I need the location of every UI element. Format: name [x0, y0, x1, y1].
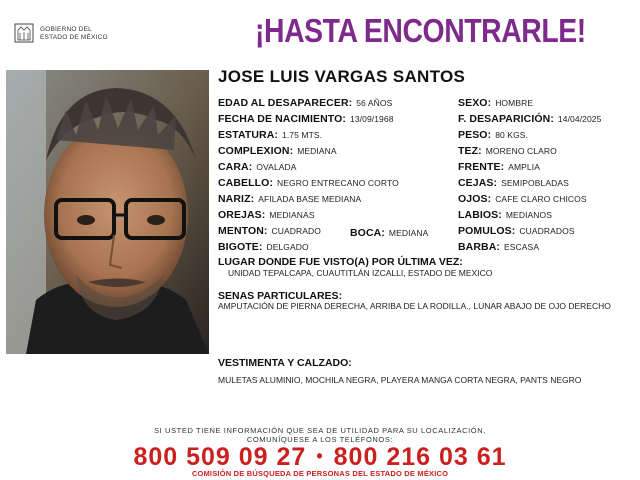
field-complexion [218, 144, 337, 157]
field-label: LABIOS: [458, 209, 502, 221]
clothing-value: MULETAS ALUMINIO, MOCHILA NEGRA, PLAYERA MANGA CORTA NEGRA, PANTS NEGRO [218, 375, 582, 385]
field-label: MENTON: [218, 225, 268, 237]
gov-line-2: ESTADO DE MÉXICO [40, 33, 108, 41]
field-label: CARA: [218, 161, 253, 173]
field-label: BIGOTE: [218, 241, 263, 253]
field-value: ESCASA [504, 242, 540, 252]
gov-line-1: GOBIERNO DEL [40, 26, 92, 33]
field-value: NEGRO ENTRECANO CORTO [277, 178, 399, 188]
contact-note-2: COMUNÍQUESE A LOS TELÉFONOS: [246, 435, 394, 444]
field-label: F. DESAPARICIÓN: [458, 113, 554, 125]
field-peso [458, 128, 528, 141]
phone-2[interactable]: 800 216 03 61 [333, 443, 507, 471]
field-value: SEMIPOBLADAS [501, 178, 569, 188]
commission-footer: COMISIÓN DE BÚSQUEDA DE PERSONAS DEL ESTADO DE MÉXICO [191, 469, 449, 478]
government-logo [12, 20, 122, 48]
contact-note-1: SI USTED TIENE INFORMACIÓN QUE SEA DE UTILIDAD PARA SU LOCALIZACIÓN, [154, 426, 486, 435]
field-label: TEZ: [458, 145, 482, 157]
field-tez [458, 144, 557, 157]
person-name: JOSE LUIS VARGAS SANTOS [218, 67, 466, 86]
field-cejas [458, 176, 569, 189]
field-label: PESO: [458, 129, 492, 141]
field-value: MEDIANOS [505, 210, 553, 220]
field-ojos [458, 192, 587, 205]
marks-label: SENAS PARTICULARES: [218, 290, 343, 302]
phone-separator: • [316, 446, 324, 466]
field-label: BARBA: [458, 241, 501, 253]
field-orejas [218, 208, 315, 221]
last-seen-label: LUGAR DONDE FUE VISTO(A) POR ÚLTIMA VEZ: [218, 256, 463, 268]
field-cara [218, 160, 297, 173]
field-value: DELGADO [266, 242, 309, 252]
field-barba [458, 240, 539, 253]
phone-numbers [0, 443, 640, 472]
field-label: OREJAS: [218, 209, 266, 221]
person-photo [6, 70, 209, 354]
field-label: FRENTE: [458, 161, 505, 173]
field-value: HOMBRE [495, 98, 534, 108]
field-label: FECHA DE NACIMIENTO: [218, 113, 346, 125]
field-value: CUADRADOS [519, 226, 575, 236]
field-value: 80 KGS. [495, 130, 529, 140]
field-pomulos [458, 224, 575, 237]
field-value: 1.75 MTS. [282, 130, 323, 140]
field-value: AFILADA BASE MEDIANA [258, 194, 362, 204]
field-nariz [218, 192, 361, 205]
field-menton [218, 224, 321, 237]
field-label: POMULOS: [458, 225, 516, 237]
field-nacimiento [218, 112, 394, 125]
field-value: 14/04/2025 [557, 114, 602, 124]
state-seal-icon [12, 20, 36, 44]
field-bigote [218, 240, 309, 253]
field-label: COMPLEXION: [218, 145, 294, 157]
field-desaparicion [458, 112, 601, 125]
marks-value: AMPUTACIÓN DE PIERNA DERECHA, ARRIBA DE LA RODILLA., LUNAR ABAJO DE OJO DERECHO [218, 301, 611, 311]
field-value: OVALADA [256, 162, 297, 172]
field-value: 56 AÑOS [356, 98, 393, 108]
clothing-label: VESTIMENTA Y CALZADO: [218, 357, 352, 369]
field-label: OJOS: [458, 193, 492, 205]
field-boca [350, 226, 428, 239]
field-value: MEDIANA [297, 146, 337, 156]
field-label: ESTATURA: [218, 129, 279, 141]
field-value: 13/09/1968 [350, 114, 394, 124]
headline: ¡HASTA ENCONTRARLE! [255, 12, 586, 49]
field-edad [218, 96, 392, 109]
field-value: MEDIANA [388, 228, 429, 238]
field-label: SEXO: [458, 97, 492, 109]
phone-1[interactable]: 800 509 09 27 [133, 443, 307, 471]
field-label: CEJAS: [458, 177, 498, 189]
field-frente [458, 160, 540, 173]
field-value: MEDIANAS [269, 210, 315, 220]
field-value: CUADRADO [271, 226, 321, 236]
field-value: MORENO CLARO [485, 146, 557, 156]
field-cabello [218, 176, 399, 189]
field-label: EDAD AL DESAPARECER: [218, 97, 353, 109]
field-label: BOCA: [350, 227, 385, 239]
field-value: AMPLIA [508, 162, 540, 172]
field-labios [458, 208, 552, 221]
field-sexo [458, 96, 533, 109]
field-label: CABELLO: [218, 177, 274, 189]
last-seen-value: UNIDAD TEPALCAPA, CUAUTITLÁN IZCALLI, ESTADO DE MEXICO [228, 268, 493, 278]
field-estatura [218, 128, 322, 141]
field-label: NARIZ: [218, 193, 255, 205]
field-value: CAFE CLARO CHICOS [495, 194, 587, 204]
